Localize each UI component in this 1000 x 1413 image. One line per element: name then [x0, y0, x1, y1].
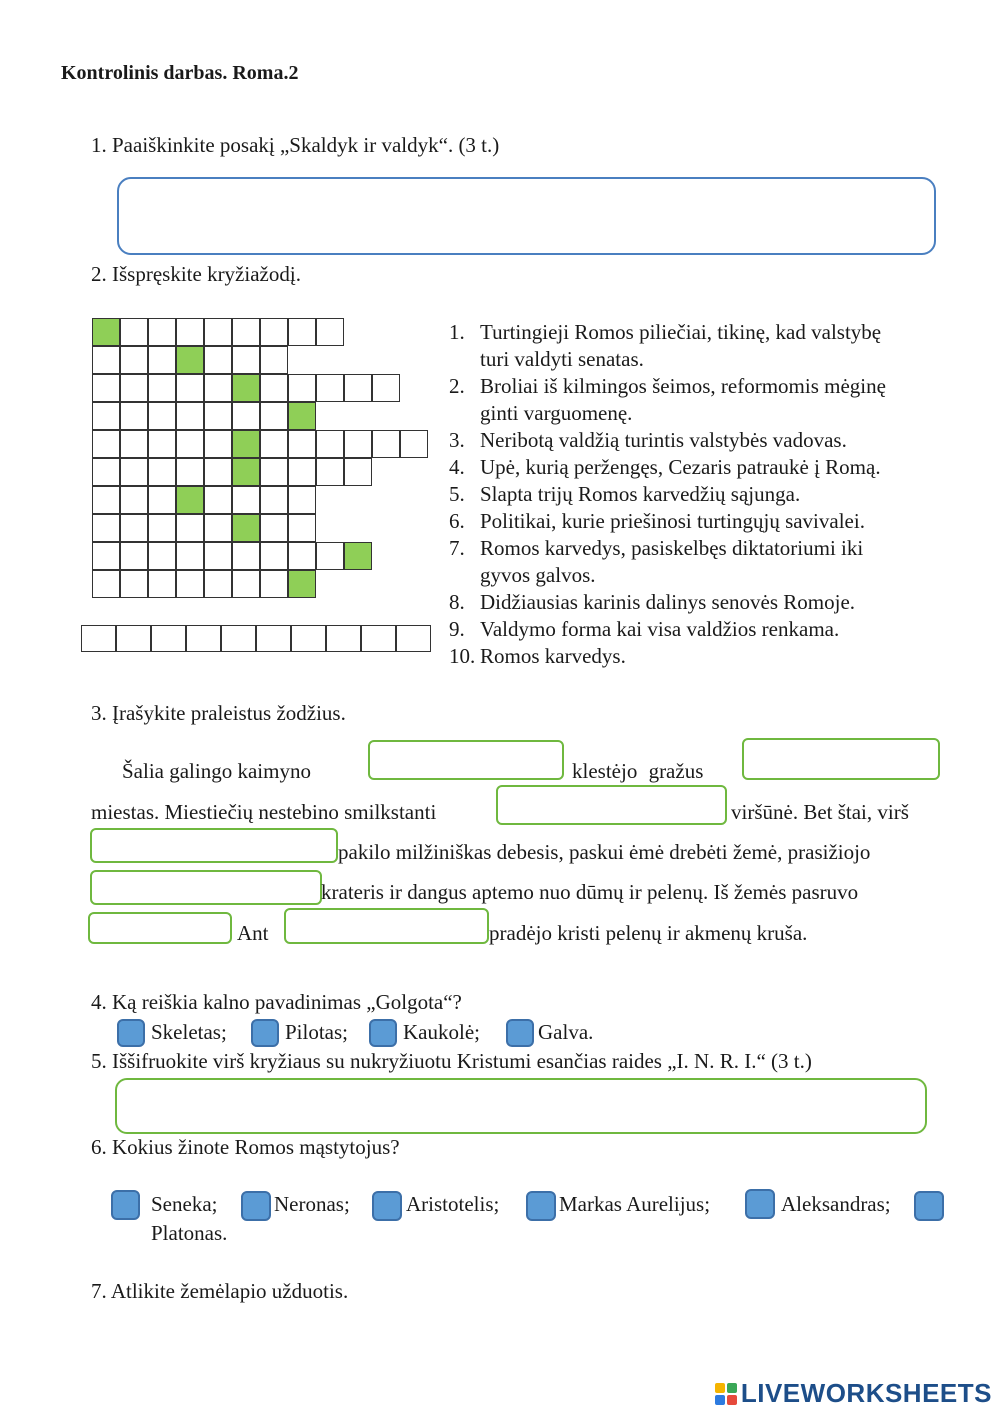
clue-text: Broliai iš kilmingos šeimos, reformomis mėginę [480, 374, 886, 398]
crossword-cell[interactable] [120, 318, 148, 346]
crossword-cell[interactable] [92, 486, 120, 514]
crossword-cell[interactable] [148, 430, 176, 458]
crossword-cell[interactable] [232, 318, 260, 346]
crossword-cell[interactable] [176, 374, 204, 402]
page-title: Kontrolinis darbas. Roma.2 [61, 62, 299, 84]
q6-option-2-checkbox[interactable] [241, 1191, 271, 1221]
crossword-cell[interactable] [288, 514, 316, 542]
crossword-cell[interactable] [232, 542, 260, 570]
clue-text: Romos karvedys. [480, 644, 626, 668]
crossword-cell[interactable] [260, 318, 288, 346]
crossword-cell[interactable] [204, 514, 232, 542]
crossword-cell[interactable] [204, 458, 232, 486]
clue-text-continued: gyvos galvos. [480, 563, 596, 587]
crossword-cell[interactable] [288, 570, 316, 598]
passage-line-3: pakilo milžiniškas debesis, paskui ėmė drebėti žemė, prasižiojo [338, 840, 871, 864]
crossword-cell[interactable] [120, 514, 148, 542]
q6-option-2-label: Neronas; [274, 1192, 350, 1216]
crossword-cell[interactable] [176, 570, 204, 598]
clue-text: Upė, kurią peržengęs, Cezaris patraukė į Romą. [480, 455, 881, 479]
crossword-cell[interactable] [288, 458, 316, 486]
question-4: 4. Ką reiškia kalno pavadinimas „Golgota“? [91, 990, 462, 1014]
q4-option-4-label: Galva. [538, 1020, 594, 1044]
question-2: 2. Išspręskite kryžiažodį. [91, 262, 301, 286]
crossword-cell[interactable] [232, 570, 260, 598]
liveworksheets-logo-icon [715, 1383, 737, 1405]
q6-option-1-checkbox[interactable] [111, 1190, 140, 1220]
passage-line-2b: viršūnė. Bet štai, virš [731, 800, 909, 824]
crossword-cell[interactable] [232, 430, 260, 458]
crossword-cell[interactable] [260, 542, 288, 570]
crossword-cell[interactable] [148, 346, 176, 374]
crossword-cell[interactable] [232, 374, 260, 402]
crossword-cell[interactable] [316, 458, 344, 486]
crossword-cell[interactable] [344, 374, 372, 402]
crossword-cell[interactable] [260, 374, 288, 402]
crossword-cell[interactable] [92, 374, 120, 402]
crossword-cell[interactable] [232, 458, 260, 486]
crossword-cell[interactable] [120, 458, 148, 486]
crossword-cell[interactable] [260, 402, 288, 430]
clue-number: 6. [449, 509, 465, 533]
solution-cell[interactable] [396, 625, 431, 652]
crossword-cell[interactable] [92, 458, 120, 486]
crossword-cell[interactable] [372, 430, 400, 458]
crossword-cell[interactable] [120, 430, 148, 458]
crossword-cell[interactable] [92, 570, 120, 598]
answer-5-textbox[interactable] [115, 1078, 927, 1134]
crossword-cell[interactable] [176, 346, 204, 374]
clue-text: Didžiausias karinis dalinys senovės Romoje. [480, 590, 856, 614]
crossword-cell[interactable] [260, 430, 288, 458]
clue-number: 4. [449, 455, 465, 479]
crossword-cell[interactable] [288, 430, 316, 458]
crossword-cell[interactable] [92, 542, 120, 570]
blank-5-input[interactable] [90, 870, 322, 905]
crossword-cell[interactable] [204, 486, 232, 514]
q4-option-1-label: Skeletas; [151, 1020, 227, 1044]
crossword-cell[interactable] [148, 570, 176, 598]
crossword-cell[interactable] [176, 458, 204, 486]
crossword-cell[interactable] [92, 430, 120, 458]
crossword-cell[interactable] [204, 542, 232, 570]
clue-number: 3. [449, 428, 465, 452]
q6-option-3-label: Aristotelis; [406, 1192, 500, 1216]
crossword-cell[interactable] [204, 430, 232, 458]
q4-option-3-checkbox[interactable] [369, 1019, 397, 1047]
crossword-clue [449, 589, 855, 616]
crossword-clue [449, 427, 847, 454]
q6-option-4-checkbox[interactable] [526, 1191, 556, 1221]
crossword-cell[interactable] [176, 402, 204, 430]
crossword-cell[interactable] [288, 402, 316, 430]
crossword-cell[interactable] [148, 514, 176, 542]
passage-line-1b: klestėjo gražus [572, 759, 704, 783]
passage-line-2a: miestas. Miestiečių nestebino smilkstanti [91, 800, 437, 824]
crossword-cell[interactable] [316, 318, 344, 346]
q6-option-3-checkbox[interactable] [372, 1191, 402, 1221]
clue-number: 8. [449, 590, 465, 614]
crossword-cell[interactable] [344, 458, 372, 486]
crossword-cell[interactable] [120, 346, 148, 374]
clue-text: Politikai, kurie priešinosi turtingųjų savivalei. [480, 509, 865, 533]
crossword-cell[interactable] [288, 318, 316, 346]
crossword-cell[interactable] [204, 346, 232, 374]
crossword-cell[interactable] [120, 486, 148, 514]
question-3: 3. Įrašykite praleistus žodžius. [91, 701, 346, 725]
crossword-cell[interactable] [148, 374, 176, 402]
solution-cell[interactable] [291, 625, 326, 652]
crossword-clue [449, 319, 881, 373]
passage-line-4: krateris ir dangus aptemo nuo dūmų ir pelenų. Iš žemės pasruvo [321, 880, 859, 904]
crossword-clue [449, 481, 800, 508]
question-1: 1. Paaiškinkite posakį „Skaldyk ir valdyk“. (3 t.) [91, 133, 500, 157]
crossword-cell[interactable] [92, 402, 120, 430]
crossword-cell[interactable] [120, 402, 148, 430]
crossword-cell[interactable] [400, 430, 428, 458]
q4-option-2-label: Pilotas; [285, 1020, 349, 1044]
crossword-cell[interactable] [232, 486, 260, 514]
q4-option-2-checkbox[interactable] [251, 1019, 279, 1047]
clue-text: Neribotą valdžią turintis valstybės vadovas. [480, 428, 847, 452]
crossword-cell[interactable] [288, 542, 316, 570]
blank-6-input[interactable] [88, 912, 232, 944]
solution-cell[interactable] [81, 625, 116, 652]
blank-1-input[interactable] [368, 740, 564, 780]
clue-number: 10. [449, 644, 476, 668]
crossword-cell[interactable] [204, 570, 232, 598]
question-7: 7. Atlikite žemėlapio užduotis. [91, 1279, 349, 1303]
passage-line-5a: Ant [237, 921, 269, 945]
solution-cell[interactable] [116, 625, 151, 652]
crossword-cell[interactable] [260, 458, 288, 486]
crossword-clue [449, 535, 863, 589]
crossword-cell[interactable] [204, 402, 232, 430]
q4-option-4-checkbox[interactable] [506, 1019, 534, 1047]
crossword-cell[interactable] [232, 346, 260, 374]
clue-number: 9. [449, 617, 465, 641]
passage-line-1a: Šalia galingo kaimyno [122, 759, 311, 783]
crossword-clue [449, 373, 886, 427]
q4-option-1-checkbox[interactable] [117, 1019, 145, 1047]
clue-text-continued: ginti varguomenę. [480, 401, 633, 425]
crossword-cell[interactable] [204, 374, 232, 402]
crossword-cell[interactable] [148, 458, 176, 486]
blank-7-input[interactable] [284, 908, 489, 944]
crossword-cell[interactable] [92, 514, 120, 542]
crossword-clue [449, 616, 839, 643]
q6-option-6-label: Platonas. [151, 1221, 228, 1245]
passage-line-5b: pradėjo kristi pelenų ir akmenų kruša. [489, 921, 808, 945]
crossword-cell[interactable] [260, 346, 288, 374]
crossword-cell[interactable] [92, 346, 120, 374]
blank-4-input[interactable] [90, 828, 338, 863]
crossword-cell[interactable] [148, 318, 176, 346]
crossword-cell[interactable] [344, 430, 372, 458]
clue-number: 5. [449, 482, 465, 506]
crossword-cell[interactable] [316, 374, 344, 402]
crossword-clue [449, 454, 881, 481]
crossword-cell[interactable] [260, 570, 288, 598]
crossword-cell[interactable] [288, 486, 316, 514]
crossword-cell[interactable] [176, 514, 204, 542]
crossword-cell[interactable] [232, 514, 260, 542]
solution-cell[interactable] [186, 625, 221, 652]
crossword-clue [449, 643, 626, 670]
q6-option-5-checkbox[interactable] [745, 1189, 775, 1219]
q6-option-1-label: Seneka; [151, 1192, 218, 1216]
q6-option-6-checkbox[interactable] [914, 1191, 944, 1221]
clue-text: Turtingieji Romos piliečiai, tikinę, kad valstybę [480, 320, 882, 344]
crossword-cell[interactable] [148, 402, 176, 430]
liveworksheets-logo [715, 1378, 992, 1409]
crossword-cell[interactable] [176, 542, 204, 570]
crossword-cell[interactable] [92, 318, 120, 346]
crossword-cell[interactable] [288, 374, 316, 402]
crossword-cell[interactable] [204, 318, 232, 346]
crossword-clue [449, 508, 865, 535]
clue-text: Romos karvedys, pasiskelbęs diktatoriumi iki [480, 536, 864, 560]
solution-cell[interactable] [151, 625, 186, 652]
question-5: 5. Iššifruokite virš kryžiaus su nukryžiuotu Kristumi esančias raides „I. N. R. I.“ (3 t.) [91, 1049, 812, 1073]
crossword-cell[interactable] [176, 486, 204, 514]
q6-option-4-label: Markas Aurelijus; [559, 1192, 711, 1216]
crossword-cell[interactable] [120, 374, 148, 402]
clue-text: Slapta trijų Romos karvedžių sąjunga. [480, 482, 801, 506]
crossword-cell[interactable] [176, 318, 204, 346]
clue-number: 1. [449, 320, 465, 344]
question-6: 6. Kokius žinote Romos mąstytojus? [91, 1135, 400, 1159]
crossword-cell[interactable] [372, 374, 400, 402]
solution-cell[interactable] [221, 625, 256, 652]
crossword-cell[interactable] [120, 570, 148, 598]
crossword-cell[interactable] [260, 486, 288, 514]
clue-text-continued: turi valdyti senatas. [480, 347, 644, 371]
crossword-cell[interactable] [316, 430, 344, 458]
crossword-cell[interactable] [148, 486, 176, 514]
clue-text: Valdymo forma kai visa valdžios renkama. [480, 617, 840, 641]
solution-cell[interactable] [361, 625, 396, 652]
crossword-cell[interactable] [232, 402, 260, 430]
blank-3-input[interactable] [496, 785, 727, 825]
answer-1-textbox[interactable] [117, 177, 936, 255]
crossword-cell[interactable] [120, 542, 148, 570]
blank-2-input[interactable] [742, 738, 940, 780]
clue-number: 7. [449, 536, 465, 560]
q4-option-3-label: Kaukolė; [403, 1020, 480, 1044]
brand-name: LIVEWORKSHEETS [740, 1378, 992, 1408]
crossword-cell[interactable] [148, 542, 176, 570]
crossword-cell[interactable] [176, 430, 204, 458]
solution-cell[interactable] [326, 625, 361, 652]
crossword-cell[interactable] [316, 542, 344, 570]
crossword-cell[interactable] [260, 514, 288, 542]
clue-number: 2. [449, 374, 465, 398]
q6-option-5-label: Aleksandras; [781, 1192, 891, 1216]
solution-cell[interactable] [256, 625, 291, 652]
crossword-cell[interactable] [344, 542, 372, 570]
